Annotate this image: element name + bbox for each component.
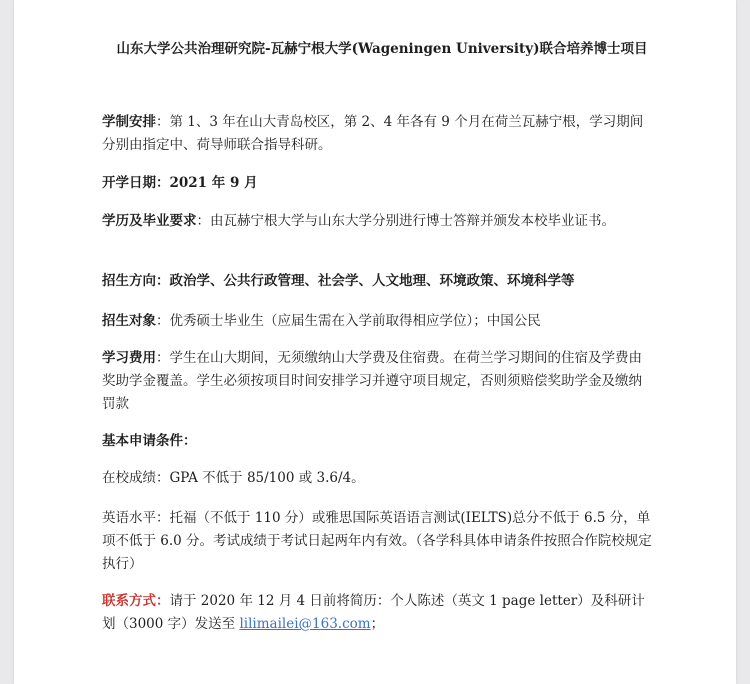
target-label: 招生对象 — [102, 313, 156, 329]
degree-text: ：由瓦赫宁根大学与山东大学分别进行博士答辩并颁发本校毕业证书。 — [196, 213, 615, 229]
gpa-requirement: 在校成绩：GPA 不低于 85/100 或 3.6/4。 — [102, 470, 365, 486]
english-requirement: 英语水平：托福（不低于 110 分）或雅思国际英语语言测试(IELTS)总分不低于 6.5 分，单项不低于 6.0 分。考试成绩于考试日起两年内有效。（各学科具体申请条件按照合作院校规定执行） — [102, 510, 652, 572]
schedule-paragraph — [102, 111, 652, 157]
target-paragraph — [102, 310, 652, 333]
fees-label: 学习费用 — [102, 350, 156, 366]
degree-label: 学历及毕业要求 — [102, 213, 197, 229]
document-page — [14, 0, 736, 684]
contact-email-link[interactable]: lilimailei@163.com — [239, 616, 371, 632]
contact-label: 联系方式： — [102, 593, 170, 609]
contact-paragraph — [102, 590, 652, 636]
fees-text: ：学生在山大期间，无须缴纳山大学费及住宿费。在荷兰学习期间的住宿及学费由奖助学金覆盖。学生必须按项目时间安排学习并遵守项目规定，否则须赔偿奖助学金及缴纳罚款 — [102, 350, 642, 412]
fees-paragraph — [102, 347, 652, 416]
contact-text: 请于 2020 年 12 月 4 日前将简历：个人陈述（英文 1 page letter）及科研计划（3000 字）发送至 — [102, 593, 645, 632]
directions-paragraph: 招生方向：政治学、公共行政管理、社会学、人文地理、环境政策、环境科学等 — [102, 273, 575, 289]
contact-suffix: ； — [370, 616, 385, 632]
schedule-label: 学制安排 — [102, 114, 156, 130]
target-text: ：优秀硕士毕业生（应届生需在入学前取得相应学位）；中国公民 — [156, 313, 541, 329]
requirements-heading: 基本申请条件： — [102, 433, 197, 449]
degree-paragraph — [102, 210, 652, 233]
schedule-text: ：第 1、3 年在山大青岛校区，第 2、4 年各有 9 个月在荷兰瓦赫宁根，学习期间分别由指定中、荷导师联合指导科研。 — [102, 114, 644, 153]
page-title: 山东大学公共治理研究院-瓦赫宁根大学(Wageningen University)联合培养博士项目 — [116, 41, 648, 57]
start-date-paragraph: 开学日期：2021 年 9 月 — [102, 175, 258, 191]
